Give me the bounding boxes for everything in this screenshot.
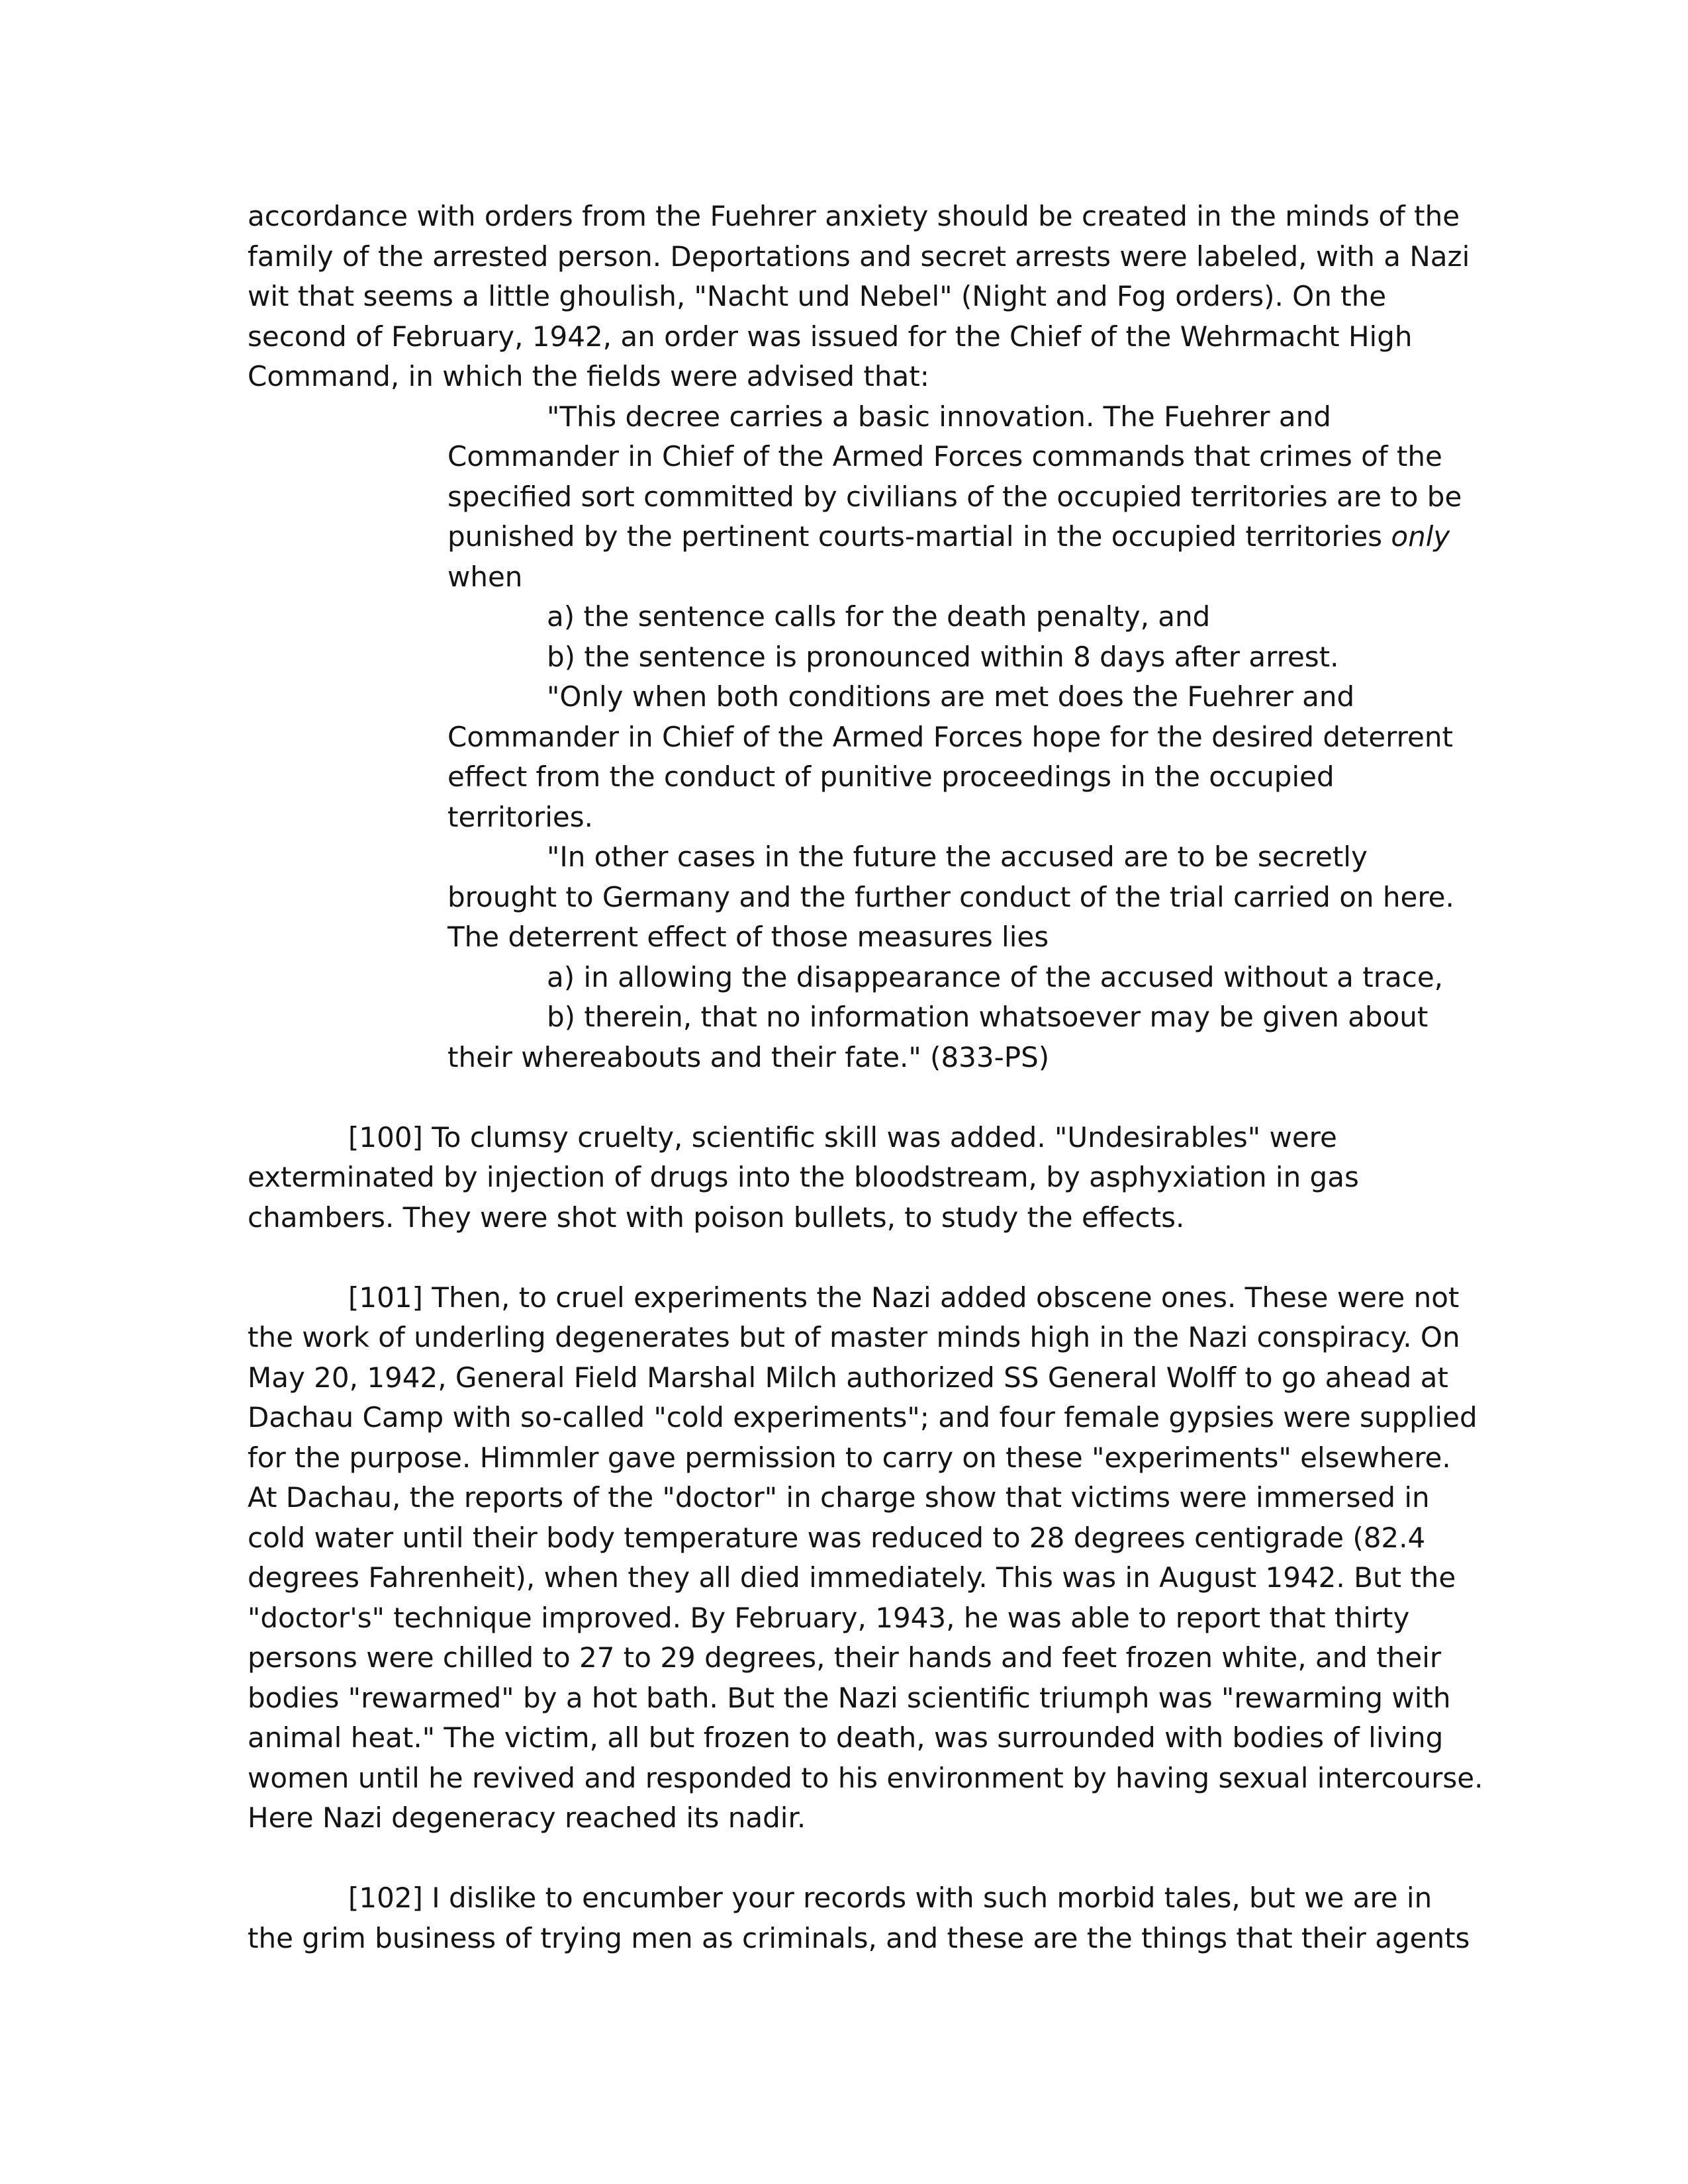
paragraph-101-line: persons were chilled to 27 to 29 degrees, their hands and feet frozen white, and their: [248, 1641, 1442, 1674]
paragraph-100-line: exterminated by injection of drugs into the bloodstream, by asphyxiation in gas: [248, 1161, 1359, 1193]
text-line: family of the arrested person. Deportations and secret arrests were labeled, with a Nazi: [248, 240, 1470, 273]
paragraph-101-line: cold water until their body temperature was reduced to 28 degrees centigrade (82.4: [248, 1522, 1426, 1554]
paragraph-101-line: degrees Fahrenheit), when they all died immediately. This was in August 1942. But the: [248, 1561, 1456, 1594]
quote-line: b) therein, that no information whatsoever may be given about: [547, 1001, 1429, 1033]
paragraph-101-line: for the purpose. Himmler gave permission to carry on these "experiments" elsewhere.: [248, 1441, 1451, 1474]
quote-line: a) the sentence calls for the death penalty, and: [547, 600, 1211, 633]
quote-line: The deterrent effect of those measures lies: [447, 921, 1049, 953]
paragraph-101-line: the work of underling degenerates but of master minds high in the Nazi conspiracy. On: [248, 1321, 1460, 1353]
quote-line: "This decree carries a basic innovation. The Fuehrer and: [547, 400, 1331, 433]
text-line: second of February, 1942, an order was issued for the Chief of the Wehrmacht High: [248, 320, 1413, 353]
quote-line: b) the sentence is pronounced within 8 days after arrest.: [547, 641, 1339, 673]
paragraph-102-line: [102] I dislike to encumber your records with such morbid tales, but we are in: [348, 1882, 1432, 1914]
quote-line: "In other cases in the future the accused are to be secretly: [547, 841, 1368, 873]
quote-line: effect from the conduct of punitive proceedings in the occupied: [447, 760, 1335, 793]
quote-line: "Only when both conditions are met does the Fuehrer and: [547, 680, 1355, 713]
paragraph-101-line: animal heat." The victim, all but frozen to death, was surrounded with bodies of living: [248, 1721, 1444, 1754]
paragraph-100-line: chambers. They were shot with poison bullets, to study the effects.: [248, 1201, 1185, 1234]
quote-line: a) in allowing the disappearance of the accused without a trace,: [547, 961, 1444, 993]
paragraph-102-line: the grim business of trying men as criminals, and these are the things that their agents: [248, 1922, 1470, 1954]
quote-text: punished by the pertinent courts-martial in the occupied territories: [447, 520, 1391, 553]
paragraph-101-line: Here Nazi degeneracy reached its nadir.: [248, 1801, 806, 1834]
quote-line: specified sort committed by civilians of the occupied territories are to be: [447, 480, 1462, 513]
paragraph-101-line: At Dachau, the reports of the "doctor" in charge show that victims were immersed in: [248, 1481, 1430, 1514]
paragraph-101-line: Dachau Camp with so-called "cold experiments"; and four female gypsies were supplied: [248, 1401, 1477, 1433]
paragraph-100-line: [100] To clumsy cruelty, scientific skill was added. "Undesirables" were: [348, 1121, 1337, 1154]
quote-line: their whereabouts and their fate." (833-PS): [447, 1041, 1050, 1073]
quote-line: Commander in Chief of the Armed Forces hope for the desired deterrent: [447, 721, 1453, 753]
paragraph-101-line: May 20, 1942, General Field Marshal Milch authorized SS General Wolff to go ahead at: [248, 1361, 1448, 1394]
paragraph-101-line: women until he revived and responded to his environment by having sexual intercourse.: [248, 1762, 1483, 1794]
emphasis-only: only: [1391, 520, 1450, 553]
quote-line: [447, 520, 1450, 553]
quote-line: territories.: [447, 801, 593, 833]
quote-line: when: [447, 561, 523, 593]
paragraph-101-line: bodies "rewarmed" by a hot bath. But the Nazi scientific triumph was "rewarming with: [248, 1682, 1451, 1714]
text-line: Command, in which the fields were advised that:: [248, 360, 929, 392]
text-line: wit that seems a little ghoulish, "Nacht und Nebel" (Night and Fog orders). On the: [248, 280, 1387, 312]
text-line: accordance with orders from the Fuehrer anxiety should be created in the minds of the: [248, 200, 1460, 232]
quote-line: Commander in Chief of the Armed Forces commands that crimes of the: [447, 440, 1442, 473]
paragraph-101-line: "doctor's" technique improved. By February, 1943, he was able to report that thirty: [248, 1602, 1410, 1634]
quote-line: brought to Germany and the further conduct of the trial carried on here.: [447, 881, 1454, 913]
paragraph-101-line: [101] Then, to cruel experiments the Nazi added obscene ones. These were not: [348, 1281, 1460, 1314]
